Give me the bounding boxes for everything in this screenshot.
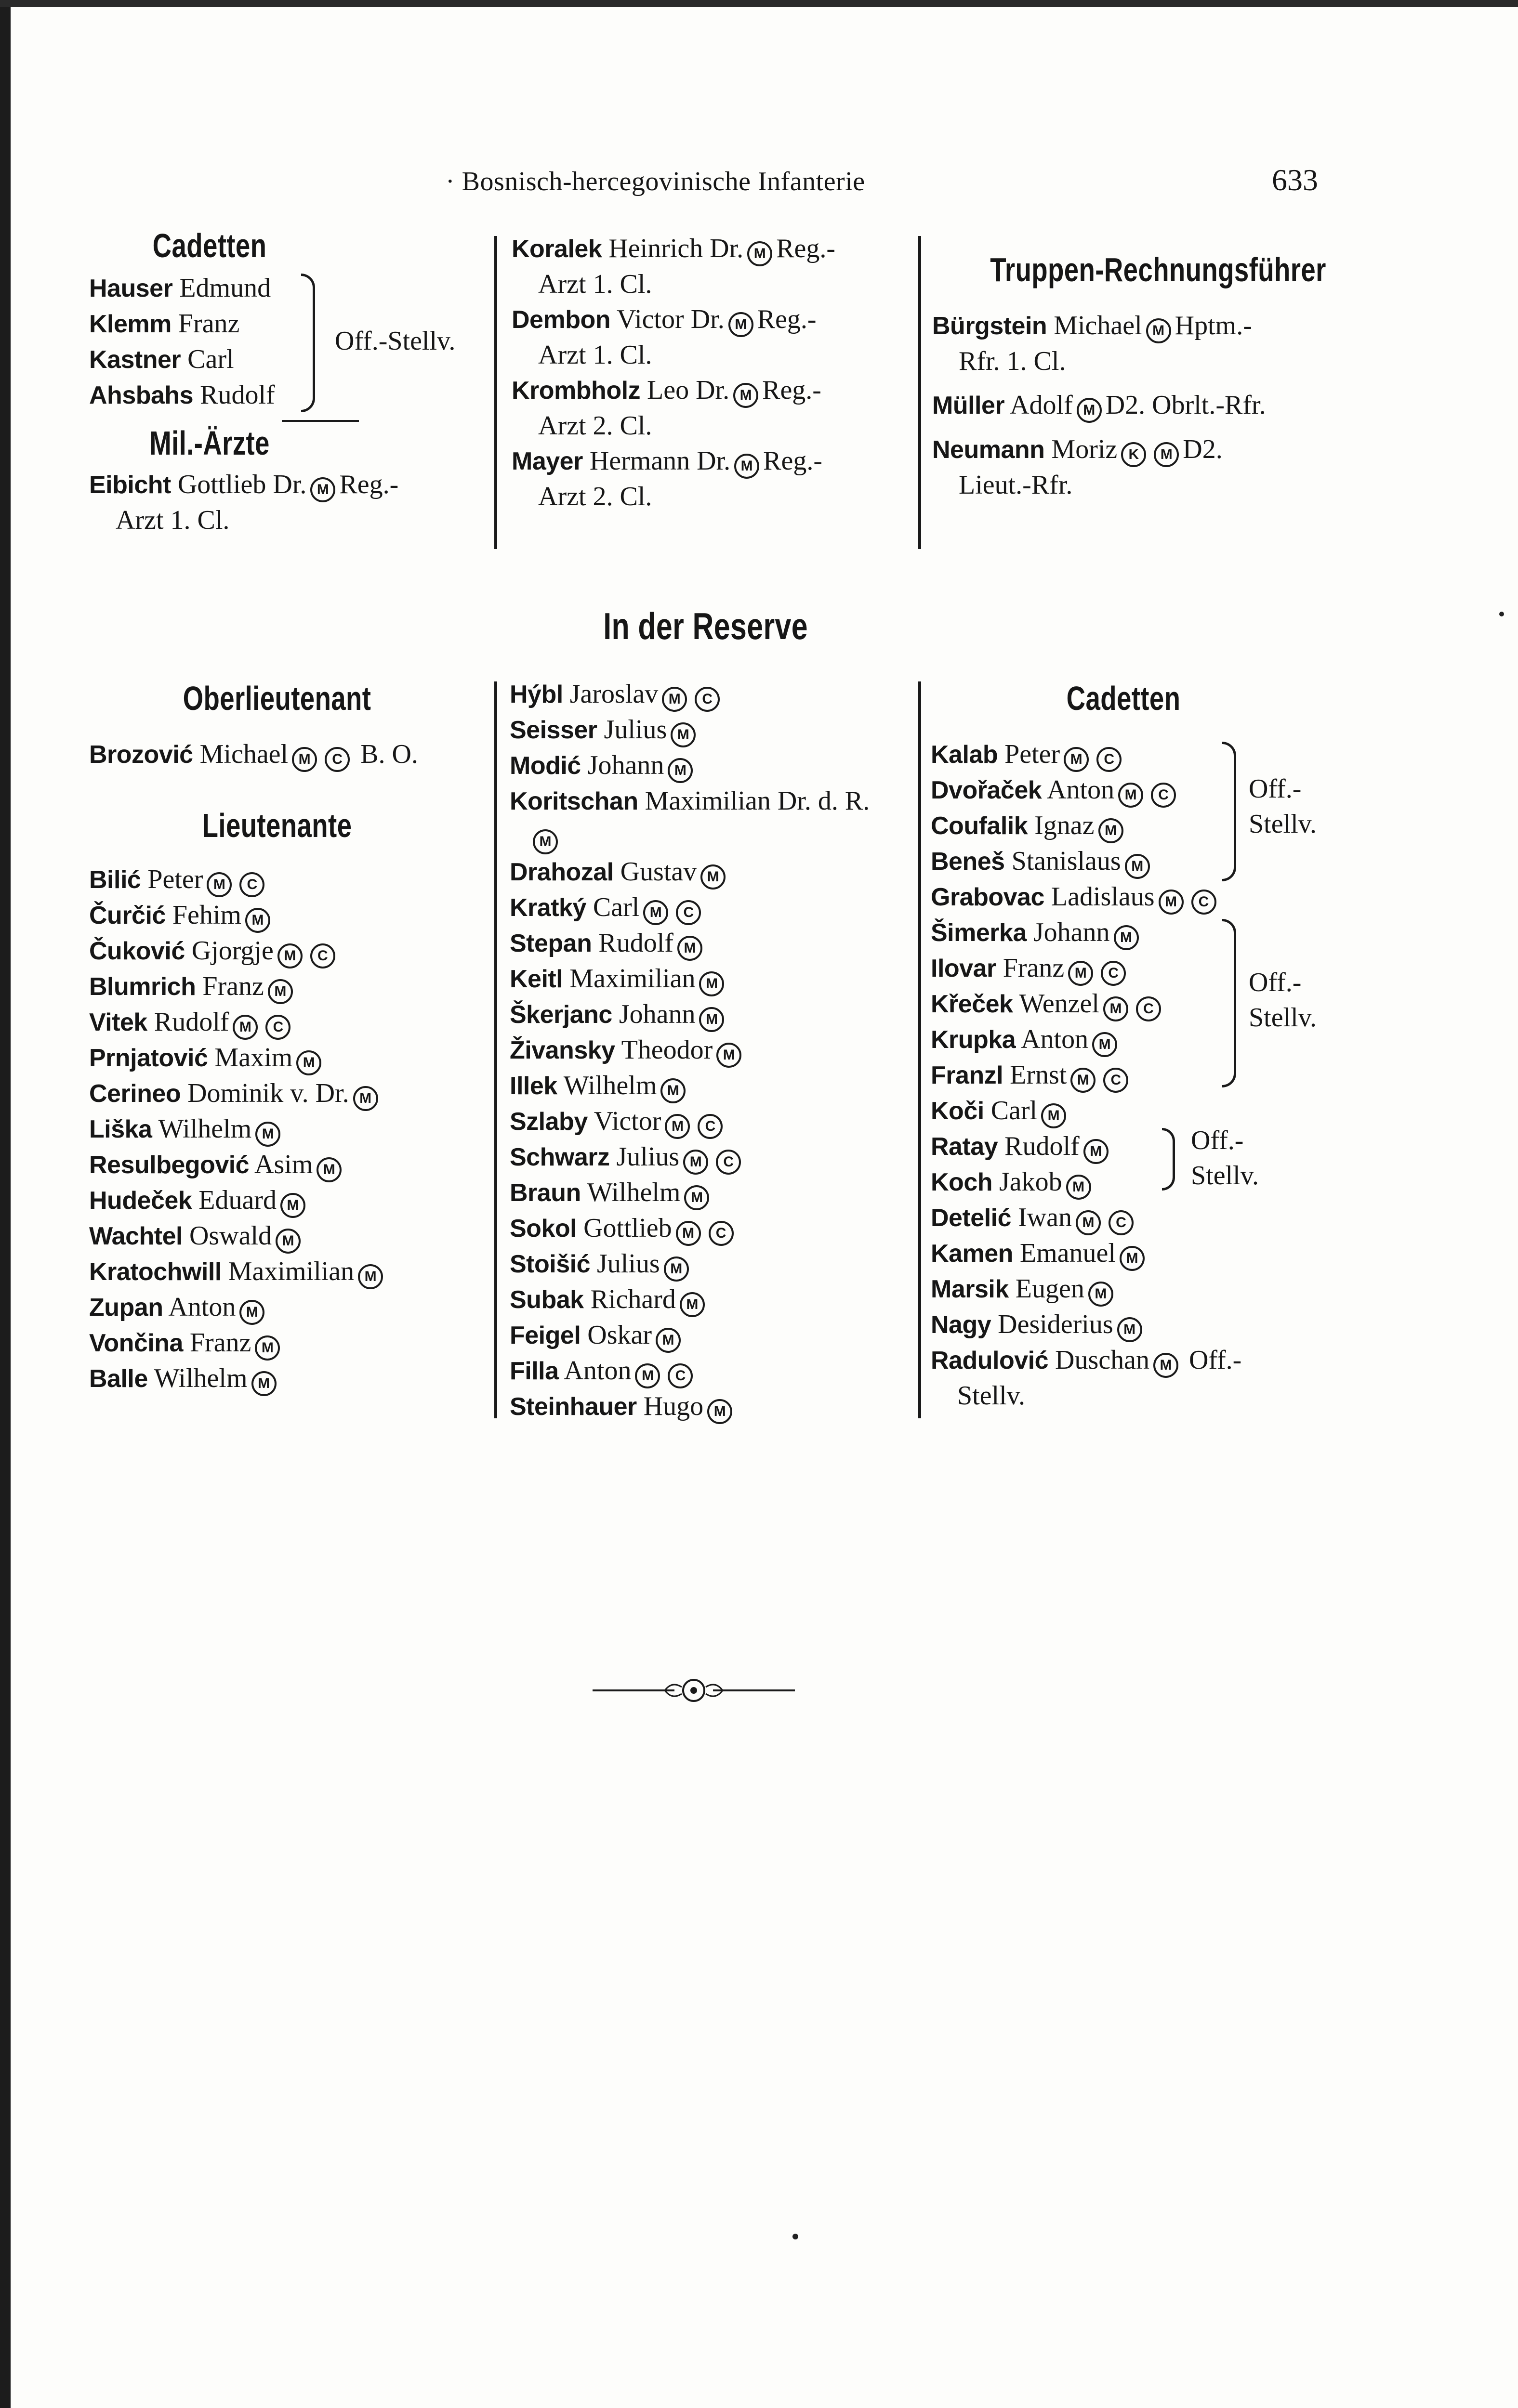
list-item: Bürgstein Michael M Hptm.-	[932, 308, 1356, 344]
list-item: Braun Wilhelm M	[510, 1175, 914, 1211]
list-item-continuation: Arzt 1. Cl.	[538, 340, 652, 370]
reserve-column-2	[510, 677, 914, 1425]
page-header	[0, 163, 1518, 209]
list-item: Ilovar Franz M C	[931, 951, 1355, 986]
list-item: Kratký Carl M C	[510, 890, 914, 926]
list-item: Szlaby Victor M C	[510, 1104, 914, 1139]
scan-border-left	[0, 0, 11, 2408]
list-item-continuation: Arzt 1. Cl.	[116, 505, 230, 535]
list-item: Kastner Carl	[89, 344, 234, 374]
page-number: 633	[1272, 163, 1318, 197]
brace-label: Off.- Stellv.	[1191, 1125, 1259, 1191]
list-item: Detelić Iwan M C	[931, 1200, 1355, 1236]
column-rule	[918, 681, 921, 1418]
list-item: Dembon Victor Dr. M Reg.-	[512, 302, 907, 338]
column-rule	[494, 236, 497, 549]
list-item: Hauser Edmund	[89, 273, 271, 303]
list-item: Hýbl Jaroslav M C	[510, 677, 914, 712]
list-item: Illek Wilhelm M	[510, 1068, 914, 1104]
list-item: Seisser Julius M	[510, 712, 914, 748]
list-item: Klemm Franz	[89, 309, 240, 339]
list-item: Koralek Heinrich Dr. M Reg.-	[512, 231, 907, 267]
list-item: Feigel Oskar M	[510, 1318, 914, 1353]
brace	[1162, 1128, 1175, 1191]
list-item: Stoišić Julius M	[510, 1246, 914, 1282]
oberlieutenant-heading: Oberlieutenant	[183, 680, 371, 717]
brace-label: Off.- Stellv.	[1249, 774, 1317, 839]
list-item: Krombholz Leo Dr. M Reg.-	[512, 373, 907, 408]
list-item: Koči Carl M	[931, 1093, 1355, 1129]
list-item-continuation: M	[510, 819, 914, 854]
list-item: Koch Jakob M	[931, 1165, 1355, 1200]
reserve-heading: In der Reserve	[603, 605, 808, 647]
list-item: Grabovac Ladislaus M C	[931, 879, 1355, 915]
list-item: Vončina Franz M	[89, 1325, 484, 1361]
list-item: Ahsbahs Rudolf	[89, 380, 275, 410]
list-item: Živansky Theodor M	[510, 1033, 914, 1068]
list-item-continuation: Arzt 2. Cl.	[538, 482, 652, 511]
list-item: Liška Wilhelm M	[89, 1112, 484, 1147]
list-item: Ratay Rudolf M	[931, 1129, 1355, 1165]
list-item-continuation: Rfr. 1. Cl.	[959, 346, 1066, 376]
list-item: Modić Johann M	[510, 748, 914, 784]
list-item: Neumann Moriz K M D2.	[932, 432, 1356, 468]
mil-aerzte-heading: Mil.-Ärzte	[149, 424, 270, 462]
list-item-continuation: Stellv.	[957, 1381, 1026, 1411]
list-item: Stepan Rudolf M	[510, 926, 914, 961]
list-item: Subak Richard M	[510, 1282, 914, 1318]
list-item: Blumrich Franz M	[89, 969, 484, 1005]
column-rule	[918, 236, 921, 549]
list-item: Hudeček Eduard M	[89, 1183, 484, 1218]
reserve-column-3	[931, 679, 1355, 1413]
list-item: Nagy Desiderius M	[931, 1307, 1355, 1343]
scan-border-top	[0, 0, 1518, 7]
list-item: Keitl Maximilian M	[510, 961, 914, 997]
top-column-3	[932, 250, 1356, 503]
list-item-continuation: Arzt 2. Cl.	[538, 411, 652, 441]
list-item: Kratochwill Maximilian M	[89, 1254, 484, 1290]
list-item: Brozović Michael M C B. O.	[89, 737, 484, 772]
list-item: Resulbegović Asim M	[89, 1147, 484, 1183]
list-item: Zupan Anton M	[89, 1290, 484, 1325]
list-item: Eibicht Gottlieb Dr. M Reg.-	[89, 467, 484, 503]
list-item: Mayer Hermann Dr. M Reg.-	[512, 444, 907, 479]
list-item: Čurčić Fehim M	[89, 898, 484, 933]
running-title: · Bosnisch-hercegovinische Infanterie	[446, 167, 865, 196]
brace	[301, 274, 315, 412]
list-item: Wachtel Oswald M	[89, 1218, 484, 1254]
list-item: Kalab Peter M C	[931, 737, 1355, 772]
list-item: Čuković Gjorgje M C	[89, 933, 484, 969]
list-item: Müller Adolf M D2. Obrlt.-Rfr.	[932, 388, 1356, 423]
list-item: Drahozal Gustav M	[510, 854, 914, 890]
brace	[1222, 919, 1236, 1087]
list-item: Škerjanc Johann M	[510, 997, 914, 1033]
list-item: Coufalik Ignaz M	[931, 808, 1355, 844]
list-item: Filla Anton M C	[510, 1353, 914, 1389]
list-item-continuation: Arzt 1. Cl.	[538, 269, 652, 299]
list-item: Steinhauer Hugo M	[510, 1389, 914, 1425]
brace-label: Off.- Stellv.	[1249, 968, 1317, 1033]
list-item: Sokol Gottlieb M C	[510, 1211, 914, 1246]
ornament-divider	[593, 1674, 795, 1707]
speck	[792, 2234, 798, 2239]
list-item: Krupka Anton M	[931, 1022, 1355, 1058]
list-item: Marsik Eugen M	[931, 1271, 1355, 1307]
list-item: Kamen Emanuel M	[931, 1236, 1355, 1271]
column-rule	[494, 681, 497, 1418]
list-item: Vitek Rudolf M C	[89, 1005, 484, 1040]
lieutenante-heading: Lieutenante	[202, 807, 352, 844]
reserve-cadetten-heading: Cadetten	[1066, 680, 1181, 717]
cadetten-list	[89, 271, 484, 413]
list-item: Beneš Stanislaus M	[931, 844, 1355, 879]
list-item: Radulović Duschan M Off.-	[931, 1343, 1355, 1378]
list-item: Balle Wilhelm M	[89, 1361, 484, 1397]
brace	[1222, 742, 1236, 881]
list-item: Šimerka Johann M	[931, 915, 1355, 951]
reserve-column-1	[89, 679, 484, 1397]
cadetten-heading: Cadetten	[152, 227, 267, 264]
speck	[1499, 612, 1504, 616]
list-item: Koritschan Maximilian Dr. d. R.	[510, 786, 870, 816]
list-item-continuation: Lieut.-Rfr.	[959, 470, 1073, 500]
top-column-2	[512, 231, 907, 514]
list-item: Křeček Wenzel M C	[931, 986, 1355, 1022]
list-item: Cerineo Dominik v. Dr. M	[89, 1076, 484, 1112]
list-item: Prnjatović Maxim M	[89, 1040, 484, 1076]
list-item: Bilić Peter M C	[89, 862, 484, 898]
list-item: Franzl Ernst M C	[931, 1058, 1355, 1093]
brace-label: Off.-Stellv.	[335, 326, 456, 356]
divider	[282, 420, 359, 422]
top-column-1	[89, 226, 484, 538]
list-item: Schwarz Julius M C	[510, 1139, 914, 1175]
rechnungsfuehrer-heading: Truppen-Rechnungsführer	[990, 251, 1326, 288]
list-item: Dvořaček Anton M C	[931, 772, 1355, 808]
